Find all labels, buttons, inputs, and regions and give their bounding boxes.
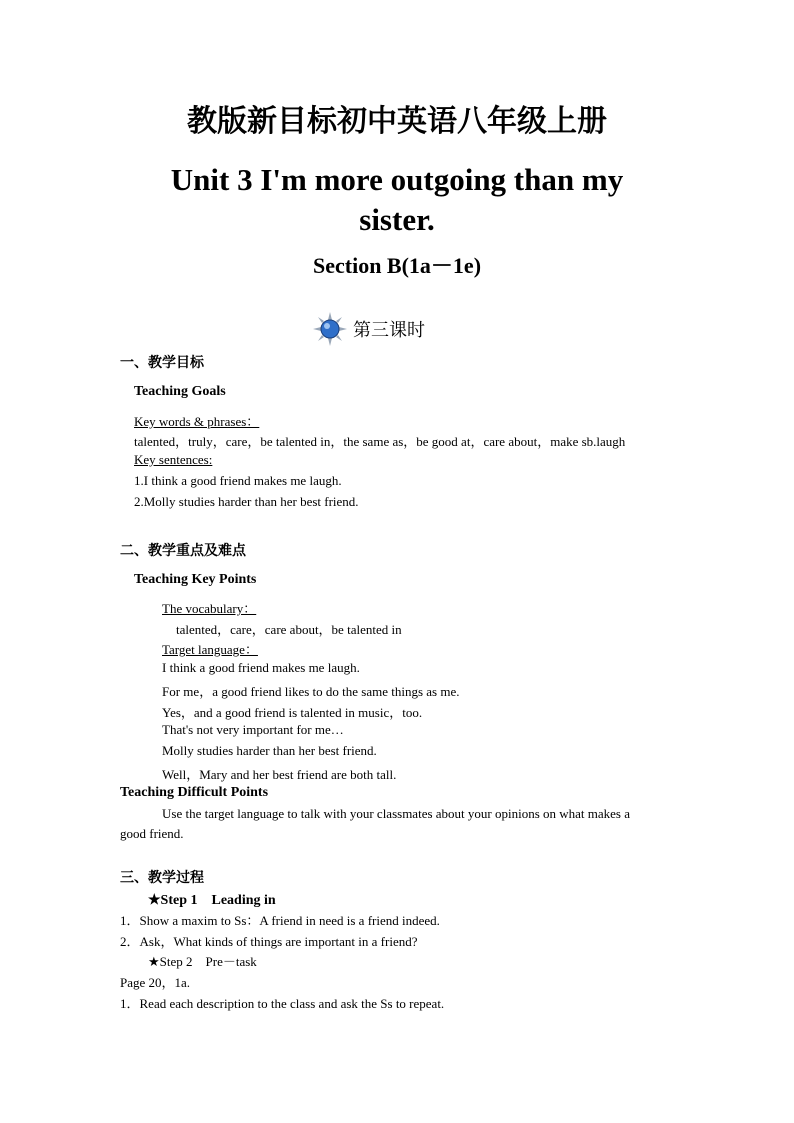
- unit-title-line1: Unit 3 I'm more outgoing than my: [170, 162, 624, 197]
- difficult-points-heading: Teaching Difficult Points: [120, 785, 269, 800]
- key-sentence-2: 2.Molly studies harder than her best friend.: [134, 494, 359, 509]
- target-line: Well，Mary and her best friend are both tall.: [162, 767, 397, 782]
- key-sentences-label: Key sentences:: [134, 452, 213, 467]
- step2-heading: ★Step 2 Pre－task: [148, 954, 257, 969]
- part3-heading: 三、教学过程: [120, 870, 204, 886]
- part1-subheading: Teaching Goals: [134, 384, 226, 399]
- section-title: Section B(1a－1e): [312, 253, 482, 278]
- key-words-list: talented，truly，care，be talented in，the same as，be good at，care about，make sb.laugh: [134, 434, 626, 449]
- target-line: For me，a good friend likes to do the same things as me.: [162, 684, 460, 699]
- step1-heading: ★Step 1 Leading in: [148, 893, 276, 908]
- sun-badge-icon: [313, 312, 347, 346]
- step2-item-1: 1．Read each description to the class and ask the Ss to repeat.: [120, 996, 445, 1011]
- lesson-text: 第三课时: [353, 320, 425, 341]
- part1-heading: 一、教学目标: [120, 355, 204, 371]
- part2-subheading: Teaching Key Points: [134, 572, 257, 587]
- target-line: That's not very important for me…: [162, 722, 344, 737]
- key-words-label: Key words & phrases：: [134, 414, 260, 429]
- target-line: Molly studies harder than her best friend.: [162, 743, 377, 758]
- vocab-label: The vocabulary：: [162, 601, 257, 616]
- target-line: I think a good friend makes me laugh.: [162, 660, 360, 675]
- target-language-label: Target language：: [162, 642, 258, 657]
- unit-title-line2: sister.: [359, 202, 435, 237]
- key-sentence-1: 1.I think a good friend makes me laugh.: [134, 473, 342, 488]
- step1-item-2: 2．Ask，What kinds of things are important in a friend?: [120, 934, 418, 949]
- vocab-list: talented，care，care about，be talented in: [176, 622, 402, 637]
- target-line: Yes，and a good friend is talented in music，too.: [162, 705, 423, 720]
- page-reference: Page 20，1a.: [120, 975, 191, 990]
- difficult-points-line2: good friend.: [120, 826, 184, 841]
- difficult-points-line1: Use the target language to talk with your classmates about your opinions on what makes a: [162, 806, 631, 821]
- part2-heading: 二、教学重点及难点: [120, 543, 246, 559]
- step1-item-1: 1．Show a maxim to Ss：A friend in need is a friend indeed.: [120, 913, 440, 928]
- lesson-label: [313, 312, 425, 346]
- document-title: 教版新目标初中英语八年级上册: [187, 104, 607, 139]
